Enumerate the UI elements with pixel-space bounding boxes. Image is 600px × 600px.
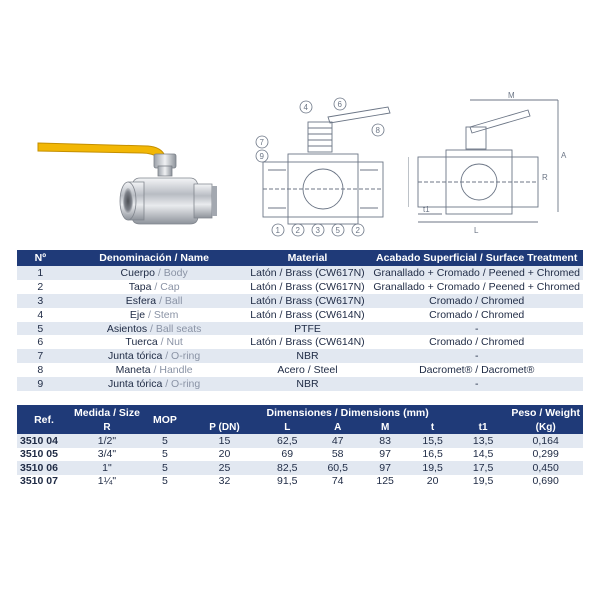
dims-cell-size: 1/2" [71,434,143,448]
parts-row [17,280,583,294]
dim-label-l: L [474,226,479,235]
part-name-es: Maneta [115,364,151,377]
part-name: Tapa / Cap [64,280,245,294]
part-number: 3 [17,294,64,308]
part-finish: Granallado + Cromado / Peened + Chromed [370,280,583,294]
dim-label-r: R [542,173,548,182]
dims-cell-ref: 3510 06 [17,461,71,475]
dims-cell-size: 1" [71,461,143,475]
dims-cell-m: 125 [363,475,407,489]
part-name-es: Tapa [128,280,152,293]
part-name-es: Cuerpo [120,266,155,279]
header-t: t [407,421,457,434]
dims-cell-l: 62,5 [262,434,312,448]
part-name-es: Eje [129,308,146,321]
dims-cell-ref: 3510 05 [17,448,71,462]
parts-row [17,322,583,336]
callout-4: 4 [303,103,308,112]
header-p: P (DN) [187,421,262,434]
parts-row [17,349,583,363]
dims-cell-size: 3/4" [71,448,143,462]
dims-cell-mop: 5 [143,461,187,475]
header-m: M [363,421,407,434]
dims-cell-size: 1¼" [71,475,143,489]
dims-cell-weight: 0,690 [508,475,583,489]
dims-header-row-2 [17,421,583,434]
product-figures [0,80,600,250]
part-finish: Dacromet® / Dacromet® [370,363,583,377]
dims-cell-mop: 5 [143,475,187,489]
part-material: Latón / Brass (CW617N) [245,294,371,308]
part-name-en: O-ring [171,350,201,363]
part-material: Latón / Brass (CW614N) [245,335,371,349]
part-number: 5 [17,322,64,336]
part-number: 9 [17,377,64,391]
part-number: 2 [17,280,64,294]
dims-cell-ref: 3510 04 [17,434,71,448]
header-mop: MOP [143,405,187,434]
dims-cell-l: 91,5 [262,475,312,489]
part-number: 4 [17,308,64,322]
dims-cell-p: 20 [187,448,262,462]
part-material: Latón / Brass (CW617N) [245,280,371,294]
header-name: Denominación / Name [64,250,245,266]
parts-row [17,363,583,377]
parts-row [17,266,583,280]
dims-cell-a: 47 [312,434,362,448]
part-number: 1 [17,266,64,280]
part-name: Esfera / Ball [64,294,245,308]
part-finish: Granallado + Cromado / Peened + Chromed [370,266,583,280]
part-name-en: Ball seats [155,322,202,335]
header-no: Nº [17,250,64,266]
parts-table-body [17,266,583,391]
part-finish: - [370,377,583,391]
header-a: A [312,421,362,434]
dim-label-m: M [508,92,515,100]
dims-cell-t: 19,5 [407,461,457,475]
header-l: L [262,421,312,434]
part-name-en: Body [163,266,188,279]
dims-cell-weight: 0,450 [508,461,583,475]
part-finish: - [370,349,583,363]
dims-cell-t1: 13,5 [458,434,509,448]
header-size-sub: R [71,421,143,434]
parts-row [17,294,583,308]
parts-table [17,250,583,391]
dims-cell-m: 83 [363,434,407,448]
dims-cell-m: 97 [363,461,407,475]
dims-cell-mop: 5 [143,448,187,462]
part-finish: Cromado / Chromed [370,294,583,308]
dims-cell-a: 58 [312,448,362,462]
dimension-drawing [408,92,578,237]
part-material: Latón / Brass (CW617N) [245,266,371,280]
dims-cell-a: 60,5 [312,461,362,475]
sectional-drawing [248,92,398,237]
part-number: 6 [17,335,64,349]
dims-cell-m: 97 [363,448,407,462]
dim-label-a: A [561,151,567,160]
dims-cell-p: 32 [187,475,262,489]
part-name-en: Ball [164,294,183,307]
callout-7: 7 [259,138,264,147]
part-material: NBR [245,377,371,391]
dims-cell-mop: 5 [143,434,187,448]
header-material: Material [245,250,371,266]
part-name-en: Stem [153,308,179,321]
part-material: Latón / Brass (CW614N) [245,308,371,322]
dims-row [17,448,583,462]
part-name-es: Asientos [106,322,148,335]
part-name-en: O-ring [171,378,201,391]
callout-2b: 2 [355,226,360,235]
callout-2: 2 [295,226,300,235]
part-name: Maneta / Handle [64,363,245,377]
part-name: Cuerpo / Body [64,266,245,280]
callout-9: 9 [259,152,264,161]
dim-label-t1: t1 [423,205,430,214]
dims-row [17,434,583,448]
callout-5: 5 [335,226,340,235]
part-name: Asientos / Ball seats [64,322,245,336]
part-name-es: Junta tórica [108,350,163,363]
dims-row [17,475,583,489]
dims-header-row-1 [17,405,583,421]
header-size: Medida / Size [71,405,143,421]
dims-cell-p: 15 [187,434,262,448]
dims-cell-t: 15,5 [407,434,457,448]
part-name: Tuerca / Nut [64,335,245,349]
dims-cell-p: 25 [187,461,262,475]
part-number: 7 [17,349,64,363]
callout-3: 3 [315,226,320,235]
parts-row [17,308,583,322]
dims-cell-ref: 3510 07 [17,475,71,489]
part-name-en: Handle [159,364,193,377]
callout-8: 8 [375,126,380,135]
part-name-en: Nut [166,336,183,349]
parts-row [17,335,583,349]
dims-cell-t: 16,5 [407,448,457,462]
dims-cell-t1: 17,5 [458,461,509,475]
part-name: Junta tórica / O-ring [64,349,245,363]
dims-table-body [17,434,583,488]
part-name-es: Junta tórica [108,378,163,391]
dims-cell-a: 74 [312,475,362,489]
parts-table-header [17,250,583,266]
handle-lever [38,143,164,158]
dims-cell-t: 20 [407,475,457,489]
callout-1: 1 [275,226,280,235]
part-name-es: Tuerca [125,336,158,349]
header-weight-sub: (Kg) [508,421,583,434]
header-ref: Ref. [17,405,71,434]
dimensions-table [17,405,583,488]
dims-cell-t1: 14,5 [458,448,509,462]
part-material: PTFE [245,322,371,336]
parts-row [17,377,583,391]
header-dimensions: Dimensiones / Dimensions (mm) [187,405,508,421]
part-finish: Cromado / Chromed [370,308,583,322]
part-finish: Cromado / Chromed [370,335,583,349]
header-t1: t1 [458,421,509,434]
part-name: Junta tórica / O-ring [64,377,245,391]
callout-6: 6 [337,100,342,109]
valve-photo [28,98,228,238]
part-name-en: Cap [160,280,180,293]
header-finish: Acabado Superficial / Surface Treatment [370,250,583,266]
dims-cell-l: 69 [262,448,312,462]
dims-cell-t1: 19,5 [458,475,509,489]
part-name: Eje / Stem [64,308,245,322]
dims-cell-weight: 0,299 [508,448,583,462]
part-material: Acero / Steel [245,363,371,377]
header-weight: Peso / Weight [508,405,583,421]
dims-row [17,461,583,475]
dims-cell-l: 82,5 [262,461,312,475]
part-name-es: Esfera [125,294,157,307]
part-number: 8 [17,363,64,377]
part-finish: - [370,322,583,336]
part-material: NBR [245,349,371,363]
dims-cell-weight: 0,164 [508,434,583,448]
